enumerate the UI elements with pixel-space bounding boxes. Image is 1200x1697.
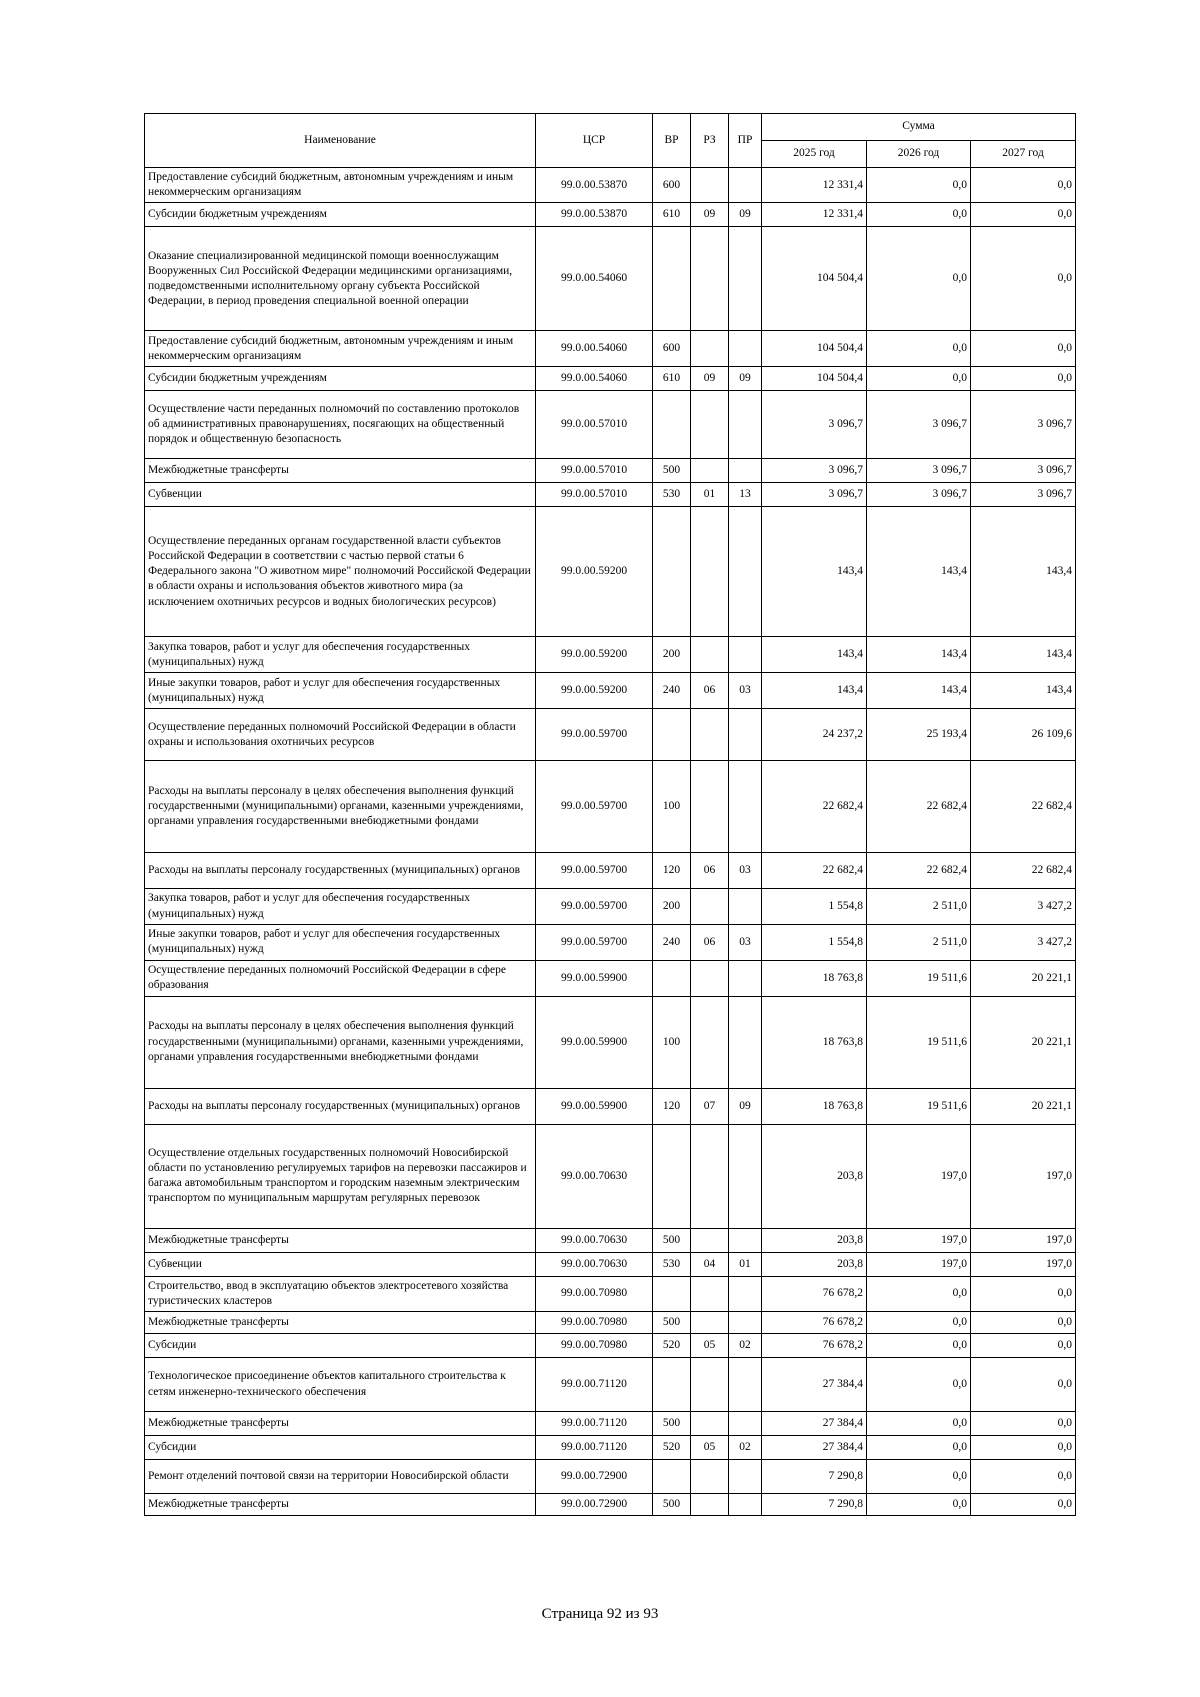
cell-name: Межбюджетные трансферты [145, 1312, 536, 1334]
cell-2025: 76 678,2 [762, 1276, 867, 1311]
cell-rz [691, 1460, 729, 1494]
cell-name: Межбюджетные трансферты [145, 1494, 536, 1516]
cell-pr [729, 1460, 762, 1494]
cell-pr: 01 [729, 1252, 762, 1276]
cell-pr: 09 [729, 1088, 762, 1124]
cell-rz [691, 1276, 729, 1311]
cell-rz [691, 1412, 729, 1436]
cell-rz [691, 960, 729, 996]
cell-csr: 99.0.00.54060 [536, 227, 653, 331]
cell-2027: 0,0 [971, 227, 1076, 331]
cell-2027: 3 096,7 [971, 459, 1076, 483]
cell-name: Оказание специализированной медицинской помощи военнослужащим Вооруженных Сил Российской Федерации медицинскими организациями, подведомственными исполнительному органу субъекта Российской Федерации, в период проведения специальной военной операции [145, 227, 536, 331]
cell-rz: 07 [691, 1088, 729, 1124]
cell-csr: 99.0.00.71120 [536, 1412, 653, 1436]
cell-pr [729, 889, 762, 924]
table-row [145, 227, 1076, 331]
cell-rz: 04 [691, 1252, 729, 1276]
cell-rz: 06 [691, 853, 729, 889]
cell-2026: 0,0 [867, 203, 971, 227]
cell-vr [653, 507, 691, 637]
cell-rz [691, 331, 729, 367]
header-2027: 2027 год [971, 141, 1076, 168]
cell-pr: 09 [729, 367, 762, 391]
cell-pr: 02 [729, 1436, 762, 1460]
cell-csr: 99.0.00.59700 [536, 761, 653, 853]
table-row [145, 203, 1076, 227]
cell-2025: 12 331,4 [762, 168, 867, 203]
cell-csr: 99.0.00.59200 [536, 507, 653, 637]
cell-2025: 1 554,8 [762, 889, 867, 924]
cell-vr [653, 1276, 691, 1311]
cell-vr: 520 [653, 1334, 691, 1358]
header-row [145, 114, 1076, 141]
cell-vr: 600 [653, 331, 691, 367]
cell-vr: 610 [653, 367, 691, 391]
cell-vr: 100 [653, 996, 691, 1088]
cell-2026: 19 511,6 [867, 1088, 971, 1124]
cell-vr: 240 [653, 673, 691, 709]
cell-2026: 0,0 [867, 1494, 971, 1516]
cell-2026: 0,0 [867, 168, 971, 203]
cell-csr: 99.0.00.70980 [536, 1276, 653, 1311]
cell-2027: 0,0 [971, 1358, 1076, 1412]
cell-2025: 203,8 [762, 1252, 867, 1276]
cell-2027: 3 427,2 [971, 889, 1076, 924]
cell-2025: 27 384,4 [762, 1436, 867, 1460]
cell-rz [691, 459, 729, 483]
cell-name: Закупка товаров, работ и услуг для обеспечения государственных (муниципальных) нужд [145, 889, 536, 924]
cell-pr: 03 [729, 924, 762, 960]
cell-rz [691, 1228, 729, 1252]
table-row [145, 637, 1076, 673]
cell-pr [729, 1358, 762, 1412]
cell-csr: 99.0.00.57010 [536, 483, 653, 507]
cell-2027: 26 109,6 [971, 709, 1076, 761]
cell-pr [729, 1312, 762, 1334]
cell-pr [729, 459, 762, 483]
cell-2025: 3 096,7 [762, 483, 867, 507]
table-row [145, 331, 1076, 367]
table-row [145, 889, 1076, 924]
cell-name: Расходы на выплаты персоналу в целях обеспечения выполнения функций государственными (муниципальными) органами, казенными учреждениями, органами управления государственными внебюджетными фондами [145, 996, 536, 1088]
table-row [145, 1460, 1076, 1494]
cell-csr: 99.0.00.70630 [536, 1252, 653, 1276]
cell-2025: 104 504,4 [762, 367, 867, 391]
header-2025: 2025 год [762, 141, 867, 168]
cell-2026: 197,0 [867, 1252, 971, 1276]
cell-vr: 120 [653, 1088, 691, 1124]
table-row [145, 761, 1076, 853]
cell-vr: 500 [653, 1312, 691, 1334]
cell-rz [691, 709, 729, 761]
cell-vr: 240 [653, 924, 691, 960]
cell-name: Иные закупки товаров, работ и услуг для обеспечения государственных (муниципальных) нужд [145, 924, 536, 960]
cell-csr: 99.0.00.59900 [536, 996, 653, 1088]
cell-rz: 01 [691, 483, 729, 507]
cell-2027: 0,0 [971, 1412, 1076, 1436]
cell-name: Закупка товаров, работ и услуг для обеспечения государственных (муниципальных) нужд [145, 637, 536, 673]
header-sum: Сумма [762, 114, 1076, 141]
cell-name: Субсидии бюджетным учреждениям [145, 367, 536, 391]
cell-2027: 0,0 [971, 1276, 1076, 1311]
cell-2027: 0,0 [971, 1312, 1076, 1334]
cell-name: Иные закупки товаров, работ и услуг для обеспечения государственных (муниципальных) нужд [145, 673, 536, 709]
cell-rz [691, 227, 729, 331]
cell-2025: 7 290,8 [762, 1494, 867, 1516]
cell-csr: 99.0.00.54060 [536, 331, 653, 367]
cell-2026: 0,0 [867, 367, 971, 391]
cell-2026: 0,0 [867, 1334, 971, 1358]
cell-pr [729, 227, 762, 331]
table-header [145, 114, 1076, 168]
cell-name: Субсидии [145, 1334, 536, 1358]
cell-2025: 1 554,8 [762, 924, 867, 960]
cell-csr: 99.0.00.59900 [536, 960, 653, 996]
cell-2027: 197,0 [971, 1124, 1076, 1228]
cell-rz [691, 1312, 729, 1334]
cell-2027: 3 427,2 [971, 924, 1076, 960]
cell-name: Осуществление отдельных государственных полномочий Новосибирской области по установлению регулируемых тарифов на перевозки пассажиров и багажа автомобильным транспортом и городским наземным электрическим транспортом по муниципальным маршрутам регулярных перевозок [145, 1124, 536, 1228]
cell-rz [691, 507, 729, 637]
cell-2026: 3 096,7 [867, 391, 971, 459]
cell-2026: 0,0 [867, 1312, 971, 1334]
cell-vr [653, 960, 691, 996]
table-row [145, 1358, 1076, 1412]
table-row [145, 996, 1076, 1088]
cell-2027: 20 221,1 [971, 996, 1076, 1088]
cell-csr: 99.0.00.72900 [536, 1494, 653, 1516]
cell-csr: 99.0.00.70980 [536, 1334, 653, 1358]
cell-2025: 24 237,2 [762, 709, 867, 761]
cell-2027: 20 221,1 [971, 960, 1076, 996]
cell-pr: 13 [729, 483, 762, 507]
cell-2025: 3 096,7 [762, 459, 867, 483]
cell-vr: 520 [653, 1436, 691, 1460]
cell-vr: 200 [653, 889, 691, 924]
cell-2025: 18 763,8 [762, 996, 867, 1088]
cell-2026: 25 193,4 [867, 709, 971, 761]
cell-2026: 0,0 [867, 1276, 971, 1311]
cell-rz [691, 996, 729, 1088]
table-row [145, 1334, 1076, 1358]
cell-2027: 143,4 [971, 673, 1076, 709]
cell-2027: 0,0 [971, 1494, 1076, 1516]
cell-vr: 530 [653, 1252, 691, 1276]
cell-pr [729, 1494, 762, 1516]
cell-2025: 3 096,7 [762, 391, 867, 459]
cell-2025: 18 763,8 [762, 960, 867, 996]
cell-2027: 0,0 [971, 367, 1076, 391]
cell-2025: 27 384,4 [762, 1412, 867, 1436]
table-row [145, 483, 1076, 507]
cell-2026: 143,4 [867, 507, 971, 637]
cell-rz [691, 1494, 729, 1516]
cell-2027: 143,4 [971, 507, 1076, 637]
cell-rz: 06 [691, 924, 729, 960]
cell-pr: 03 [729, 853, 762, 889]
cell-rz [691, 1124, 729, 1228]
cell-vr: 610 [653, 203, 691, 227]
cell-csr: 99.0.00.59200 [536, 673, 653, 709]
cell-name: Субсидии [145, 1436, 536, 1460]
cell-pr: 03 [729, 673, 762, 709]
cell-pr [729, 1412, 762, 1436]
cell-2026: 197,0 [867, 1124, 971, 1228]
cell-name: Ремонт отделений почтовой связи на территории Новосибирской области [145, 1460, 536, 1494]
cell-vr [653, 227, 691, 331]
cell-2027: 3 096,7 [971, 483, 1076, 507]
cell-name: Межбюджетные трансферты [145, 1228, 536, 1252]
cell-rz [691, 761, 729, 853]
cell-2025: 12 331,4 [762, 203, 867, 227]
cell-2027: 0,0 [971, 1460, 1076, 1494]
cell-rz: 06 [691, 673, 729, 709]
cell-name: Субвенции [145, 483, 536, 507]
cell-csr: 99.0.00.54060 [536, 367, 653, 391]
cell-name: Осуществление переданных органам государственной власти субъектов Российской Федерации в соответствии с частью первой статьи 6 Федерального закона "О животном мире" полномочий Российской Федерации в области охраны и использования объектов животного мира (за исключением охотничьих ресурсов и водных биологических ресурсов) [145, 507, 536, 637]
table-row [145, 1412, 1076, 1436]
cell-2027: 0,0 [971, 1436, 1076, 1460]
cell-csr: 99.0.00.59200 [536, 637, 653, 673]
cell-2025: 18 763,8 [762, 1088, 867, 1124]
header-rz: РЗ [691, 114, 729, 168]
table-row [145, 507, 1076, 637]
cell-rz: 09 [691, 203, 729, 227]
cell-2026: 143,4 [867, 637, 971, 673]
cell-2025: 22 682,4 [762, 853, 867, 889]
cell-pr [729, 168, 762, 203]
cell-2025: 143,4 [762, 637, 867, 673]
page-number: Страница 92 из 93 [541, 1606, 659, 1622]
cell-name: Расходы на выплаты персоналу государственных (муниципальных) органов [145, 853, 536, 889]
cell-rz [691, 889, 729, 924]
cell-name: Строительство, ввод в эксплуатацию объектов электросетевого хозяйства туристических кластеров [145, 1276, 536, 1311]
cell-2027: 0,0 [971, 168, 1076, 203]
cell-name: Предоставление субсидий бюджетным, автономным учреждениям и иным некоммерческим организациям [145, 168, 536, 203]
cell-2025: 203,8 [762, 1228, 867, 1252]
cell-name: Субвенции [145, 1252, 536, 1276]
cell-csr: 99.0.00.59900 [536, 1088, 653, 1124]
cell-vr [653, 1124, 691, 1228]
cell-csr: 99.0.00.53870 [536, 168, 653, 203]
cell-pr [729, 996, 762, 1088]
cell-2025: 143,4 [762, 673, 867, 709]
cell-pr [729, 709, 762, 761]
cell-csr: 99.0.00.72900 [536, 1460, 653, 1494]
budget-table [144, 113, 1076, 1516]
cell-2026: 22 682,4 [867, 853, 971, 889]
cell-name: Межбюджетные трансферты [145, 1412, 536, 1436]
cell-name: Межбюджетные трансферты [145, 459, 536, 483]
cell-name: Расходы на выплаты персоналу государственных (муниципальных) органов [145, 1088, 536, 1124]
cell-2025: 27 384,4 [762, 1358, 867, 1412]
cell-2026: 2 511,0 [867, 924, 971, 960]
cell-csr: 99.0.00.70980 [536, 1312, 653, 1334]
cell-vr [653, 1358, 691, 1412]
cell-2027: 0,0 [971, 331, 1076, 367]
cell-csr: 99.0.00.70630 [536, 1124, 653, 1228]
table-row [145, 1494, 1076, 1516]
cell-csr: 99.0.00.59700 [536, 709, 653, 761]
cell-vr: 530 [653, 483, 691, 507]
cell-2026: 0,0 [867, 1436, 971, 1460]
table-body [145, 168, 1076, 1516]
header-pr: ПР [729, 114, 762, 168]
cell-name: Осуществление части переданных полномочий по составлению протоколов об административных правонарушениях, посягающих на общественный порядок и общественную безопасность [145, 391, 536, 459]
cell-2026: 0,0 [867, 1460, 971, 1494]
cell-name: Осуществление переданных полномочий Российской Федерации в области охраны и использования охотничьих ресурсов [145, 709, 536, 761]
cell-rz: 09 [691, 367, 729, 391]
table-row [145, 1228, 1076, 1252]
cell-pr [729, 507, 762, 637]
cell-vr [653, 709, 691, 761]
cell-rz [691, 391, 729, 459]
table-row [145, 391, 1076, 459]
cell-name: Субсидии бюджетным учреждениям [145, 203, 536, 227]
cell-name: Предоставление субсидий бюджетным, автономным учреждениям и иным некоммерческим организациям [145, 331, 536, 367]
cell-csr: 99.0.00.59700 [536, 889, 653, 924]
cell-vr: 500 [653, 1228, 691, 1252]
cell-name: Осуществление переданных полномочий Российской Федерации в сфере образования [145, 960, 536, 996]
cell-2026: 19 511,6 [867, 996, 971, 1088]
table-row [145, 709, 1076, 761]
table-row [145, 853, 1076, 889]
table-row [145, 1436, 1076, 1460]
cell-rz [691, 168, 729, 203]
cell-csr: 99.0.00.57010 [536, 459, 653, 483]
cell-2026: 0,0 [867, 331, 971, 367]
cell-pr [729, 761, 762, 853]
table-row [145, 168, 1076, 203]
cell-vr: 500 [653, 1494, 691, 1516]
cell-csr: 99.0.00.70630 [536, 1228, 653, 1252]
cell-2027: 197,0 [971, 1252, 1076, 1276]
cell-csr: 99.0.00.71120 [536, 1358, 653, 1412]
cell-vr: 600 [653, 168, 691, 203]
table-row [145, 1252, 1076, 1276]
cell-rz: 05 [691, 1436, 729, 1460]
cell-2026: 0,0 [867, 1358, 971, 1412]
cell-2025: 76 678,2 [762, 1312, 867, 1334]
cell-vr: 120 [653, 853, 691, 889]
cell-2025: 143,4 [762, 507, 867, 637]
header-csr: ЦСР [536, 114, 653, 168]
table-row [145, 459, 1076, 483]
cell-2027: 0,0 [971, 203, 1076, 227]
cell-2027: 22 682,4 [971, 853, 1076, 889]
cell-2026: 143,4 [867, 673, 971, 709]
cell-vr: 500 [653, 1412, 691, 1436]
table-row [145, 924, 1076, 960]
table-row [145, 367, 1076, 391]
cell-pr: 09 [729, 203, 762, 227]
cell-pr [729, 331, 762, 367]
cell-name: Расходы на выплаты персоналу в целях обеспечения выполнения функций государственными (муниципальными) органами, казенными учреждениями, органами управления государственными внебюджетными фондами [145, 761, 536, 853]
cell-2026: 22 682,4 [867, 761, 971, 853]
cell-2026: 0,0 [867, 1412, 971, 1436]
cell-csr: 99.0.00.59700 [536, 853, 653, 889]
cell-2026: 3 096,7 [867, 483, 971, 507]
cell-pr [729, 1276, 762, 1311]
cell-2026: 0,0 [867, 227, 971, 331]
cell-2025: 104 504,4 [762, 331, 867, 367]
header-vr: ВР [653, 114, 691, 168]
cell-pr [729, 1228, 762, 1252]
cell-pr [729, 1124, 762, 1228]
cell-rz [691, 1358, 729, 1412]
cell-2027: 22 682,4 [971, 761, 1076, 853]
table-row [145, 1088, 1076, 1124]
cell-2027: 0,0 [971, 1334, 1076, 1358]
cell-pr [729, 637, 762, 673]
cell-vr: 100 [653, 761, 691, 853]
cell-2027: 197,0 [971, 1228, 1076, 1252]
table-row [145, 960, 1076, 996]
cell-csr: 99.0.00.53870 [536, 203, 653, 227]
cell-2027: 20 221,1 [971, 1088, 1076, 1124]
cell-pr: 02 [729, 1334, 762, 1358]
cell-2026: 2 511,0 [867, 889, 971, 924]
cell-2027: 143,4 [971, 637, 1076, 673]
cell-2025: 203,8 [762, 1124, 867, 1228]
cell-rz: 05 [691, 1334, 729, 1358]
cell-pr [729, 391, 762, 459]
table-row [145, 673, 1076, 709]
cell-2025: 7 290,8 [762, 1460, 867, 1494]
cell-vr: 200 [653, 637, 691, 673]
cell-2026: 19 511,6 [867, 960, 971, 996]
cell-2025: 22 682,4 [762, 761, 867, 853]
header-name: Наименование [145, 114, 536, 168]
cell-csr: 99.0.00.59700 [536, 924, 653, 960]
cell-2025: 104 504,4 [762, 227, 867, 331]
cell-2025: 76 678,2 [762, 1334, 867, 1358]
cell-vr: 500 [653, 459, 691, 483]
cell-rz [691, 637, 729, 673]
cell-csr: 99.0.00.71120 [536, 1436, 653, 1460]
cell-csr: 99.0.00.57010 [536, 391, 653, 459]
header-2026: 2026 год [867, 141, 971, 168]
cell-pr [729, 960, 762, 996]
table-row [145, 1312, 1076, 1334]
cell-vr [653, 391, 691, 459]
cell-2026: 197,0 [867, 1228, 971, 1252]
cell-2027: 3 096,7 [971, 391, 1076, 459]
table-row [145, 1124, 1076, 1228]
table-row [145, 1276, 1076, 1311]
cell-vr [653, 1460, 691, 1494]
cell-name: Технологическое присоединение объектов капитального строительства к сетям инженерно-технического обеспечения [145, 1358, 536, 1412]
cell-2026: 3 096,7 [867, 459, 971, 483]
